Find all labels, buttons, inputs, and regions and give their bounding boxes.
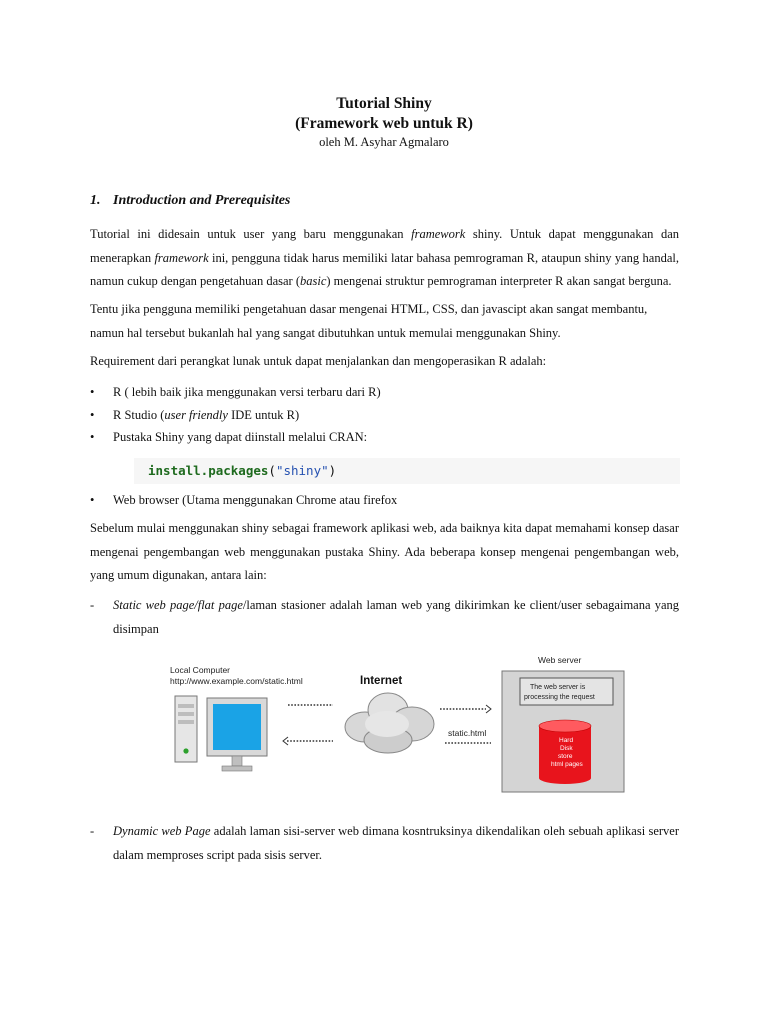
monitor-icon (207, 698, 267, 771)
section-heading (90, 193, 290, 209)
static-web-diagram (150, 648, 630, 798)
requirements-list (90, 381, 679, 449)
dash-item-text: Dynamic web Page adalah laman sisi-server web dimana kosntruksinya dikendalikan oleh sebuah aplikasi server dalam memproses script pada sisis server. (113, 824, 679, 862)
list-item (90, 404, 679, 427)
document-author: oleh M. Asyhar Agmalaro (319, 135, 449, 149)
list-item (90, 426, 679, 449)
code-string: "shiny" (275, 463, 329, 478)
bullet-marker: • (90, 407, 95, 422)
dash-marker: - (90, 598, 95, 612)
dash-item-text: Static web page/flat page/laman stasioner adalah laman web yang dikirimkan ke client/user sebagaimana yang disimpan (113, 598, 679, 636)
document-subtitle: (Framework web untuk R) (295, 115, 473, 132)
list-item-browser (90, 489, 679, 512)
disk-line2: Disk (560, 745, 573, 752)
document-title: Tutorial Shiny (336, 95, 432, 112)
computer-tower-icon (175, 696, 197, 762)
dash-marker: - (90, 824, 95, 838)
code-close-paren: ) (328, 463, 337, 478)
code-block (134, 458, 680, 484)
list-item-text: Pustaka Shiny yang dapat diinstall melalui CRAN: (113, 430, 368, 444)
web-server-label: Web server (538, 655, 582, 665)
disk-line3: store (558, 753, 573, 760)
code-open-paren: ( (268, 463, 276, 478)
list-item (90, 489, 679, 512)
paragraph-requirements: Requirement dari perangkat lunak untuk dapat menjalankan dan mengoperasikan R adalah: (90, 354, 547, 368)
hard-disk-icon (539, 720, 591, 784)
list-item-text: R Studio (user friendly IDE untuk R) (113, 407, 300, 422)
paragraph-intro: Tutorial ini didesain untuk user yang baru menggunakan framework shiny. Untuk dapat menggunakan dan menerapkan framework ini, pengguna tidak harus memiliki latar bahasa pemrograman R, ataupun shiny yang handal, namun cukup dengan pengetahuan dasar (basic) mengenai struktur pemrograman interpreter R akan sangat berguna. (90, 227, 680, 288)
cloud-icon (345, 693, 434, 753)
static-html-label: static.html (448, 728, 487, 738)
server-box-line2: processing the request (524, 694, 595, 701)
section-title: Introduction and Prerequisites (113, 193, 291, 208)
section-number: 1. (90, 193, 101, 208)
local-computer-label: Local Computer (170, 665, 231, 675)
list-item (90, 381, 679, 404)
left-arrows-icon (283, 705, 333, 745)
dash-item-dynamic (90, 820, 679, 867)
internet-label: Internet (360, 675, 403, 687)
paragraph-prior-knowledge: Tentu jika pengguna memiliki pengetahuan dasar mengenai HTML, CSS, dan javascipt akan sangat membantu, namun hal tersebut bukanlah hal yang sangat dibutuhkan untuk memulai menggunakan Shiny. (90, 302, 648, 340)
disk-line4: html pages (551, 761, 583, 768)
paragraph-concepts: Sebelum mulai menggunakan shiny sebagai framework aplikasi web, ada baiknya kita dapat memahami konsep dasar mengenai pengembangan web menggunakan pustaka Shiny. Ada beberapa konsep mengenai pengembangan web, yang umum digunakan, antara lain: (90, 521, 679, 582)
bullet-marker: • (90, 493, 95, 507)
list-item-text: R ( lebih baik jika menggunakan versi terbaru dari R) (113, 385, 381, 399)
disk-line1: Hard (559, 737, 574, 744)
dash-item-static (90, 594, 679, 641)
bullet-marker: • (90, 385, 95, 399)
bullet-marker: • (90, 430, 95, 444)
list-item-text: Web browser (Utama menggunakan Chrome atau firefox (113, 493, 398, 507)
server-box-line1: The web server is (530, 684, 586, 691)
local-url-label: http://www.example.com/static.html (170, 676, 303, 686)
code-function: install.packages (148, 463, 269, 478)
